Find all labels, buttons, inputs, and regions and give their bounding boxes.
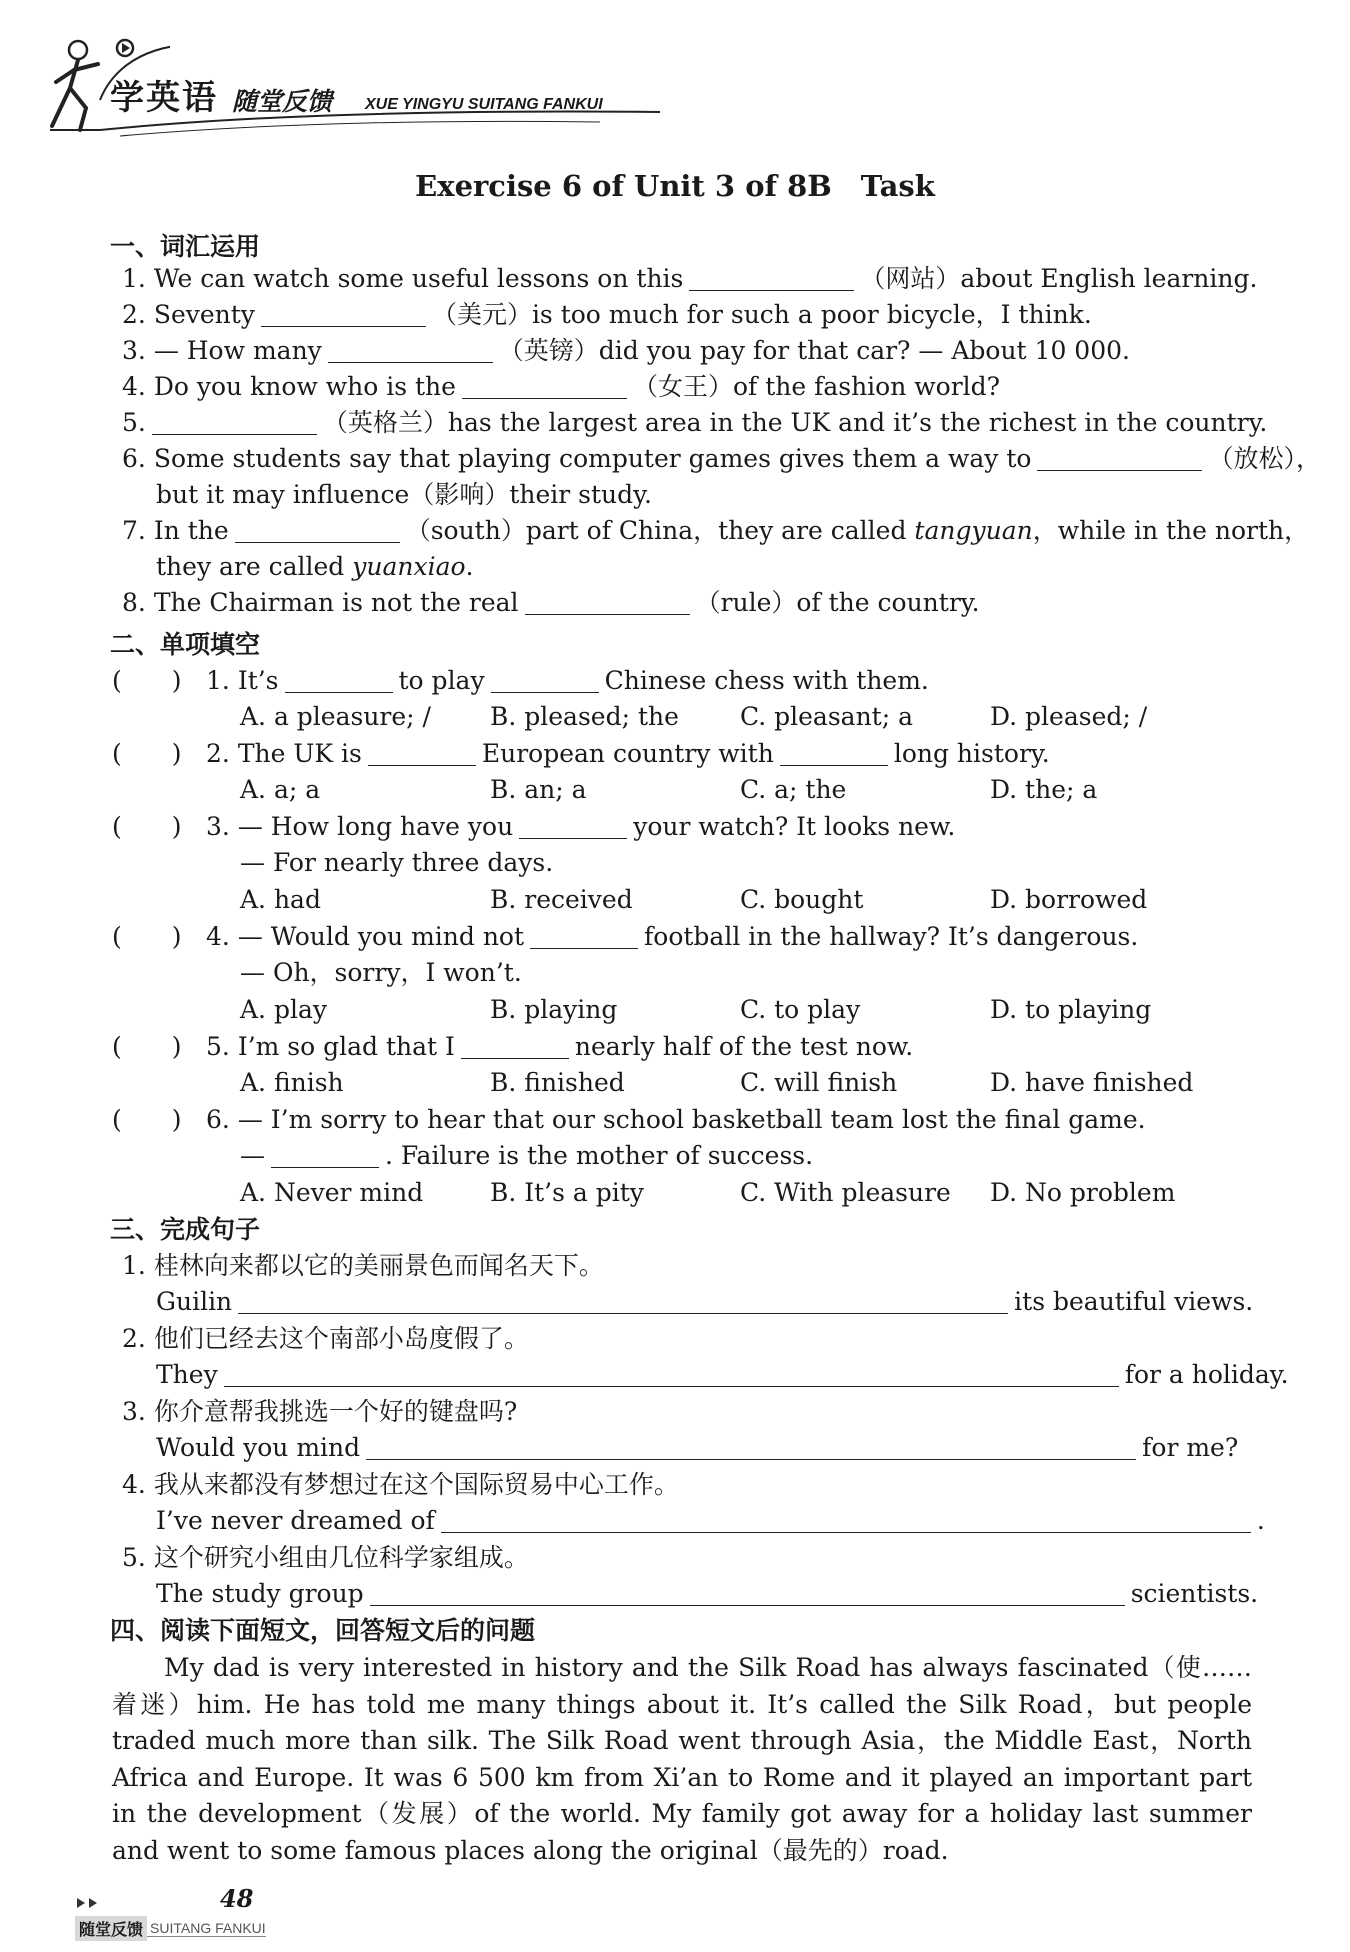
answer-blank[interactable] — [152, 408, 317, 435]
option-b[interactable]: B. playing — [490, 995, 618, 1024]
double-arrow-icon — [75, 1896, 105, 1910]
section-1-heading: 一、词汇运用 — [110, 232, 261, 261]
option-a[interactable]: A. play — [240, 995, 327, 1024]
answer-bracket[interactable]: ( ) — [112, 812, 182, 841]
choice-question-2: 2. The UK is European country with long history. — [206, 739, 1050, 768]
answer-blank[interactable] — [525, 588, 690, 615]
vocab-item-7: 7. In the （south）part of China，they are called tangyuan，while in the north， — [122, 516, 1310, 545]
answer-blank[interactable] — [271, 1141, 379, 1168]
logo-text: 学英语 — [110, 78, 218, 118]
section-2-heading: 二、单项填空 — [110, 630, 261, 659]
option-c[interactable]: C. pleasant; a — [740, 702, 913, 731]
vocab-item-7-cont: they are called yuanxiao. — [156, 552, 474, 581]
vocab-item-8: 8. The Chairman is not the real （rule）of the country. — [122, 588, 980, 617]
footer-label — [75, 1916, 266, 1940]
option-a[interactable]: A. a; a — [240, 775, 321, 804]
option-c[interactable]: C. will finish — [740, 1068, 898, 1097]
vocab-item-1: 1. We can watch some useful lessons on this （网站）about English learning. — [122, 264, 1258, 293]
sentence-item-3-answer: Would you mind for me? — [156, 1433, 1239, 1462]
answer-blank[interactable] — [689, 264, 854, 291]
header-pinyin: XUE YINGYU SUITANG FANKUI — [365, 96, 603, 113]
choice-question-6-reply: — . Failure is the mother of success. — [240, 1141, 814, 1170]
answer-blank[interactable] — [261, 300, 426, 327]
sentence-item-5: 5. 这个研究小组由几位科学家组成。 — [122, 1543, 529, 1572]
sentence-item-3: 3. 你介意帮我挑选一个好的键盘吗? — [122, 1397, 518, 1426]
footer-label-zh: 随堂反馈 — [75, 1916, 147, 1941]
option-b[interactable]: B. finished — [490, 1068, 625, 1097]
option-a[interactable]: A. finish — [240, 1068, 344, 1097]
answer-blank[interactable] — [235, 516, 400, 543]
answer-line[interactable] — [366, 1433, 1136, 1460]
footer — [75, 1880, 375, 1940]
answer-bracket[interactable]: ( ) — [112, 1105, 182, 1134]
answer-blank[interactable] — [1037, 444, 1202, 471]
answer-line[interactable] — [238, 1287, 1008, 1314]
answer-blank[interactable] — [368, 739, 476, 766]
option-d[interactable]: D. the; a — [990, 775, 1098, 804]
answer-blank[interactable] — [462, 372, 627, 399]
vocab-item-2: 2. Seventy （美元）is too much for such a poor bicycle，I think. — [122, 300, 1092, 329]
answer-blank[interactable] — [461, 1032, 569, 1059]
option-b[interactable]: B. received — [490, 885, 633, 914]
option-b[interactable]: B. It’s a pity — [490, 1178, 644, 1207]
option-b[interactable]: B. an; a — [490, 775, 587, 804]
section-4-heading: 四、阅读下面短文，回答短文后的问题 — [110, 1616, 536, 1645]
choice-question-3-reply: — For nearly three days. — [240, 848, 554, 877]
page-number: 48 — [220, 1884, 254, 1913]
option-c[interactable]: C. bought — [740, 885, 864, 914]
answer-line[interactable] — [370, 1579, 1125, 1606]
vocab-item-6: 6. Some students say that playing computer games gives them a way to （放松）， — [122, 444, 1321, 473]
sentence-item-4-answer: I’ve never dreamed of . — [156, 1506, 1265, 1535]
header-swoosh-icon — [100, 90, 660, 140]
answer-bracket[interactable]: ( ) — [112, 922, 182, 951]
choice-question-6: 6. — I’m sorry to hear that our school basketball team lost the final game. — [206, 1105, 1146, 1134]
logo-subtitle: 随堂反馈 — [232, 87, 333, 116]
sentence-item-2: 2. 他们已经去这个南部小岛度假了。 — [122, 1324, 529, 1353]
vocab-item-5: 5. （英格兰）has the largest area in the UK and it’s the richest in the country. — [122, 408, 1268, 437]
answer-line[interactable] — [224, 1360, 1119, 1387]
option-d[interactable]: D. borrowed — [990, 885, 1148, 914]
vocab-item-6-cont: but it may influence（影响）their study. — [156, 480, 652, 509]
answer-blank[interactable] — [530, 922, 638, 949]
option-d[interactable]: D. pleased; / — [990, 702, 1148, 731]
sentence-item-5-answer: The study group scientists. — [156, 1579, 1259, 1608]
sentence-item-2-answer: They for a holiday. — [156, 1360, 1289, 1389]
choice-question-3: 3. — How long have you your watch? It looks new. — [206, 812, 956, 841]
option-a[interactable]: A. Never mind — [240, 1178, 424, 1207]
option-d[interactable]: D. to playing — [990, 995, 1152, 1024]
vocab-item-3: 3. — How many （英镑）did you pay for that car? — About 10 000. — [122, 336, 1130, 365]
choice-question-1: 1. It’s to play Chinese chess with them. — [206, 666, 929, 695]
sentence-item-1-answer: Guilin its beautiful views. — [156, 1287, 1254, 1316]
choice-question-4-reply: — Oh，sorry，I won’t. — [240, 958, 522, 987]
answer-blank[interactable] — [491, 666, 599, 693]
answer-bracket[interactable]: ( ) — [112, 1032, 182, 1061]
sentence-item-1: 1. 桂林向来都以它的美丽景色而闻名天下。 — [122, 1251, 604, 1280]
header — [40, 30, 660, 140]
option-d[interactable]: D. No problem — [990, 1178, 1176, 1207]
answer-blank[interactable] — [328, 336, 493, 363]
option-d[interactable]: D. have finished — [990, 1068, 1194, 1097]
reading-passage: My dad is very interested in history and the Silk Road has always fascinated（使……着迷）him. He has told me many things about it. It’s called the Silk Road，but people traded much more than silk. The Silk Road went through Asia，the Middle East，North Africa and Europe. It was 6 500 km from Xi’an to Rome and it played an important part in the development（发展）of the world. My family got away for a holiday last summer and went to some famous places along the original（最先的）road. — [112, 1653, 1252, 1865]
answer-blank[interactable] — [780, 739, 888, 766]
answer-bracket[interactable]: ( ) — [112, 666, 182, 695]
sentence-item-4: 4. 我从来都没有梦想过在这个国际贸易中心工作。 — [122, 1470, 679, 1499]
answer-line[interactable] — [441, 1506, 1251, 1533]
option-c[interactable]: C. With pleasure — [740, 1178, 951, 1207]
option-c[interactable]: C. to play — [740, 995, 861, 1024]
footer-label-pinyin: SUITANG FANKUI — [147, 1920, 266, 1937]
option-a[interactable]: A. had — [240, 885, 321, 914]
option-b[interactable]: B. pleased; the — [490, 702, 679, 731]
choice-question-5: 5. I’m so glad that I nearly half of the test now. — [206, 1032, 914, 1061]
answer-bracket[interactable]: ( ) — [112, 739, 182, 768]
option-c[interactable]: C. a; the — [740, 775, 847, 804]
vocab-item-4: 4. Do you know who is the （女王）of the fashion world? — [122, 372, 1001, 401]
answer-blank[interactable] — [519, 812, 627, 839]
option-a[interactable]: A. a pleasure; / — [240, 702, 431, 731]
choice-question-4: 4. — Would you mind not football in the hallway? It’s dangerous. — [206, 922, 1139, 951]
answer-blank[interactable] — [285, 666, 393, 693]
page-title: Exercise 6 of Unit 3 of 8B Task — [415, 169, 935, 203]
section-3-heading: 三、完成句子 — [110, 1215, 261, 1244]
